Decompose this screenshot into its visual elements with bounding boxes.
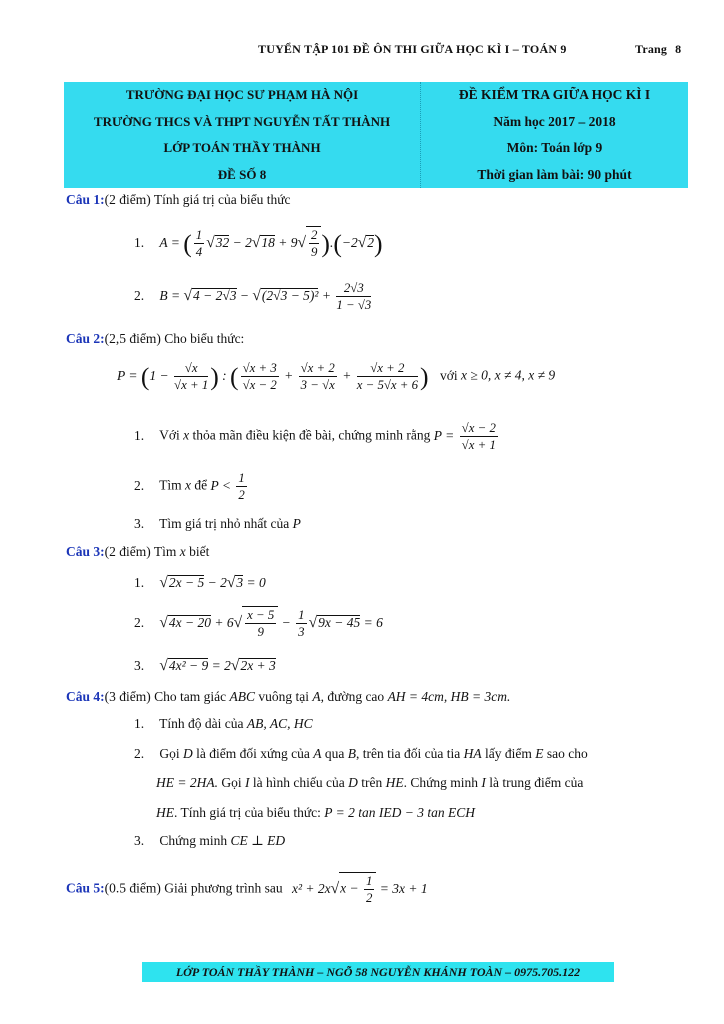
exam-title: ĐỀ KIỂM TRA GIỮA HỌC KÌ I [458,87,651,102]
question-2: Câu 2:(2,5 điểm) Cho biểu thức: [66,331,245,346]
subject: Môn: Toán lớp 9 [506,140,603,155]
exam-info-table [64,82,688,188]
formula: √4x² − 9 = 2√2x + 3 [159,657,276,674]
q2-expression: P = (1 − $\frac{√x}{√x + 1}$ ) : ( $\frac{√x + 3}{√x - 2}$ + $\frac{√x + 2}{3 - √x}$ + $\frac{√x + 2}{x - 5√x + 6}$ ) với x ≥ 0, x ≠ 4, x ≠ 9 [117,361,556,393]
question-3: Câu 3:(2 điểm) Tìm x biết [66,544,210,559]
question-label: Câu 2: [66,331,105,346]
school-info [64,82,420,188]
q3-item-3: 3. √4x² − 9 = 2√2x + 3 [134,657,276,674]
question-5: Câu 5:(0.5 điểm) Giải phương trình sau x² + 2x√x − $\frac{1}{2}$ = 3x + 1 [66,874,428,906]
q2-item-2: 2. Tìm x để P < $\frac{1}{2}$ [134,470,249,503]
class-name: LỚP TOÁN THẦY THÀNH [163,140,321,155]
q4-item-2-line-3: HE. Tính giá trị của biểu thức: P = 2 tan IED − 3 tan ECH [156,805,476,820]
q2-item-3: 3. Tìm giá trị nhỏ nhất của P [134,516,301,531]
formula: P = $\frac{√x - 2}{√x + 1}$ [433,421,496,453]
formula: B = √4 − 2√3 − √(2√3 − 5)² + $\frac{2√3}{1 - √3}$ [159,281,372,313]
question-label: Câu 1: [66,192,105,207]
page-footer: LỚP TOÁN THẦY THÀNH – NGÕ 58 NGUYỄN KHÁNH TOÀN – 0975.705.122 [142,962,614,982]
page-header [0,38,724,58]
formula: x² + 2x√x − $\frac{1}{2}$ = 3x + 1 [291,874,428,906]
q3-item-2: 2. √4x − 20 + 6√ $\frac{x - 5}{9}$ − $\frac{1}{3}$ √9x − 45 = 6 [134,608,383,640]
formula: √2x − 5 − 2√3 = 0 [159,574,266,591]
page-number: Trang 8 [635,42,682,56]
formula: P = (1 − $\frac{√x}{√x + 1}$ ) : ( $\frac{√x + 3}{√x - 2}$ + $\frac{√x + 2}{3 - √x}$ + $\frac{√x + 2}{x - 5√x + 6}$ ) [117,361,429,393]
time-limit: Thời gian làm bài: 90 phút [477,166,632,182]
series-title: TUYỂN TẬP 101 ĐỀ ÔN THI GIỮA HỌC KÌ I – TOÁN 9 [258,42,567,56]
university-name: TRƯỜNG ĐẠI HỌC SƯ PHẠM HÀ NỘI [125,87,359,102]
q4-item-2: 2. Gọi D là điểm đối xứng của A qua B, trên tia đối của tia HA lấy điểm E sao cho [134,746,588,761]
exam-info [420,82,688,188]
question-4: Câu 4:(3 điểm) Cho tam giác ABC vuông tại A, đường cao AH = 4cm, HB = 3cm. [66,689,511,704]
formula: P = 2 tan IED − 3 tan ECH [324,805,476,820]
q4-item-3: 3. Chứng minh CE ⊥ ED [134,833,286,848]
formula: √4x − 20 + 6√ $\frac{x - 5}{9}$ − $\frac{1}{3}$ √9x − 45 = 6 [159,608,383,640]
question-1: Câu 1:(2 điểm) Tính giá trị của biểu thức [66,192,291,207]
q2-item-1: 1. Với x thỏa mãn điều kiện đề bài, chứng minh rằng P = $\frac{√x - 2}{√x + 1}$ [134,420,500,453]
q3-item-1: 1. √2x − 5 − 2√3 = 0 [134,574,266,591]
q4-item-1: 1. Tính độ dài của AB, AC, HC [134,716,313,731]
school-year: Năm học 2017 – 2018 [493,113,616,129]
question-label: Câu 3: [66,544,105,559]
q1-item-1: 1. A = ( $\frac{1}{4}$ √32 − 2√18 + 9√ $\frac{2}{9}$ ).(−2√2) [134,228,383,260]
question-label: Câu 4: [66,689,105,704]
q1-item-2: 2. B = √4 − 2√3 − √(2√3 − 5)² + $\frac{2√3}{1 - √3}$ [134,281,372,313]
school-name: TRƯỜNG THCS VÀ THPT NGUYỄN TẤT THÀNH [93,113,391,129]
formula: P < $\frac{1}{2}$ [210,471,245,503]
q4-item-2-line-2: HE = 2HA. Gọi I là hình chiếu của D trên HE. Chứng minh I là trung điểm của [156,775,584,790]
formula: A = ( $\frac{1}{4}$ √32 − 2√18 + 9√ $\frac{2}{9}$ ).(−2√2) [159,228,383,260]
question-label: Câu 5: [66,880,105,896]
exam-number: ĐỀ SỐ 8 [217,166,267,182]
